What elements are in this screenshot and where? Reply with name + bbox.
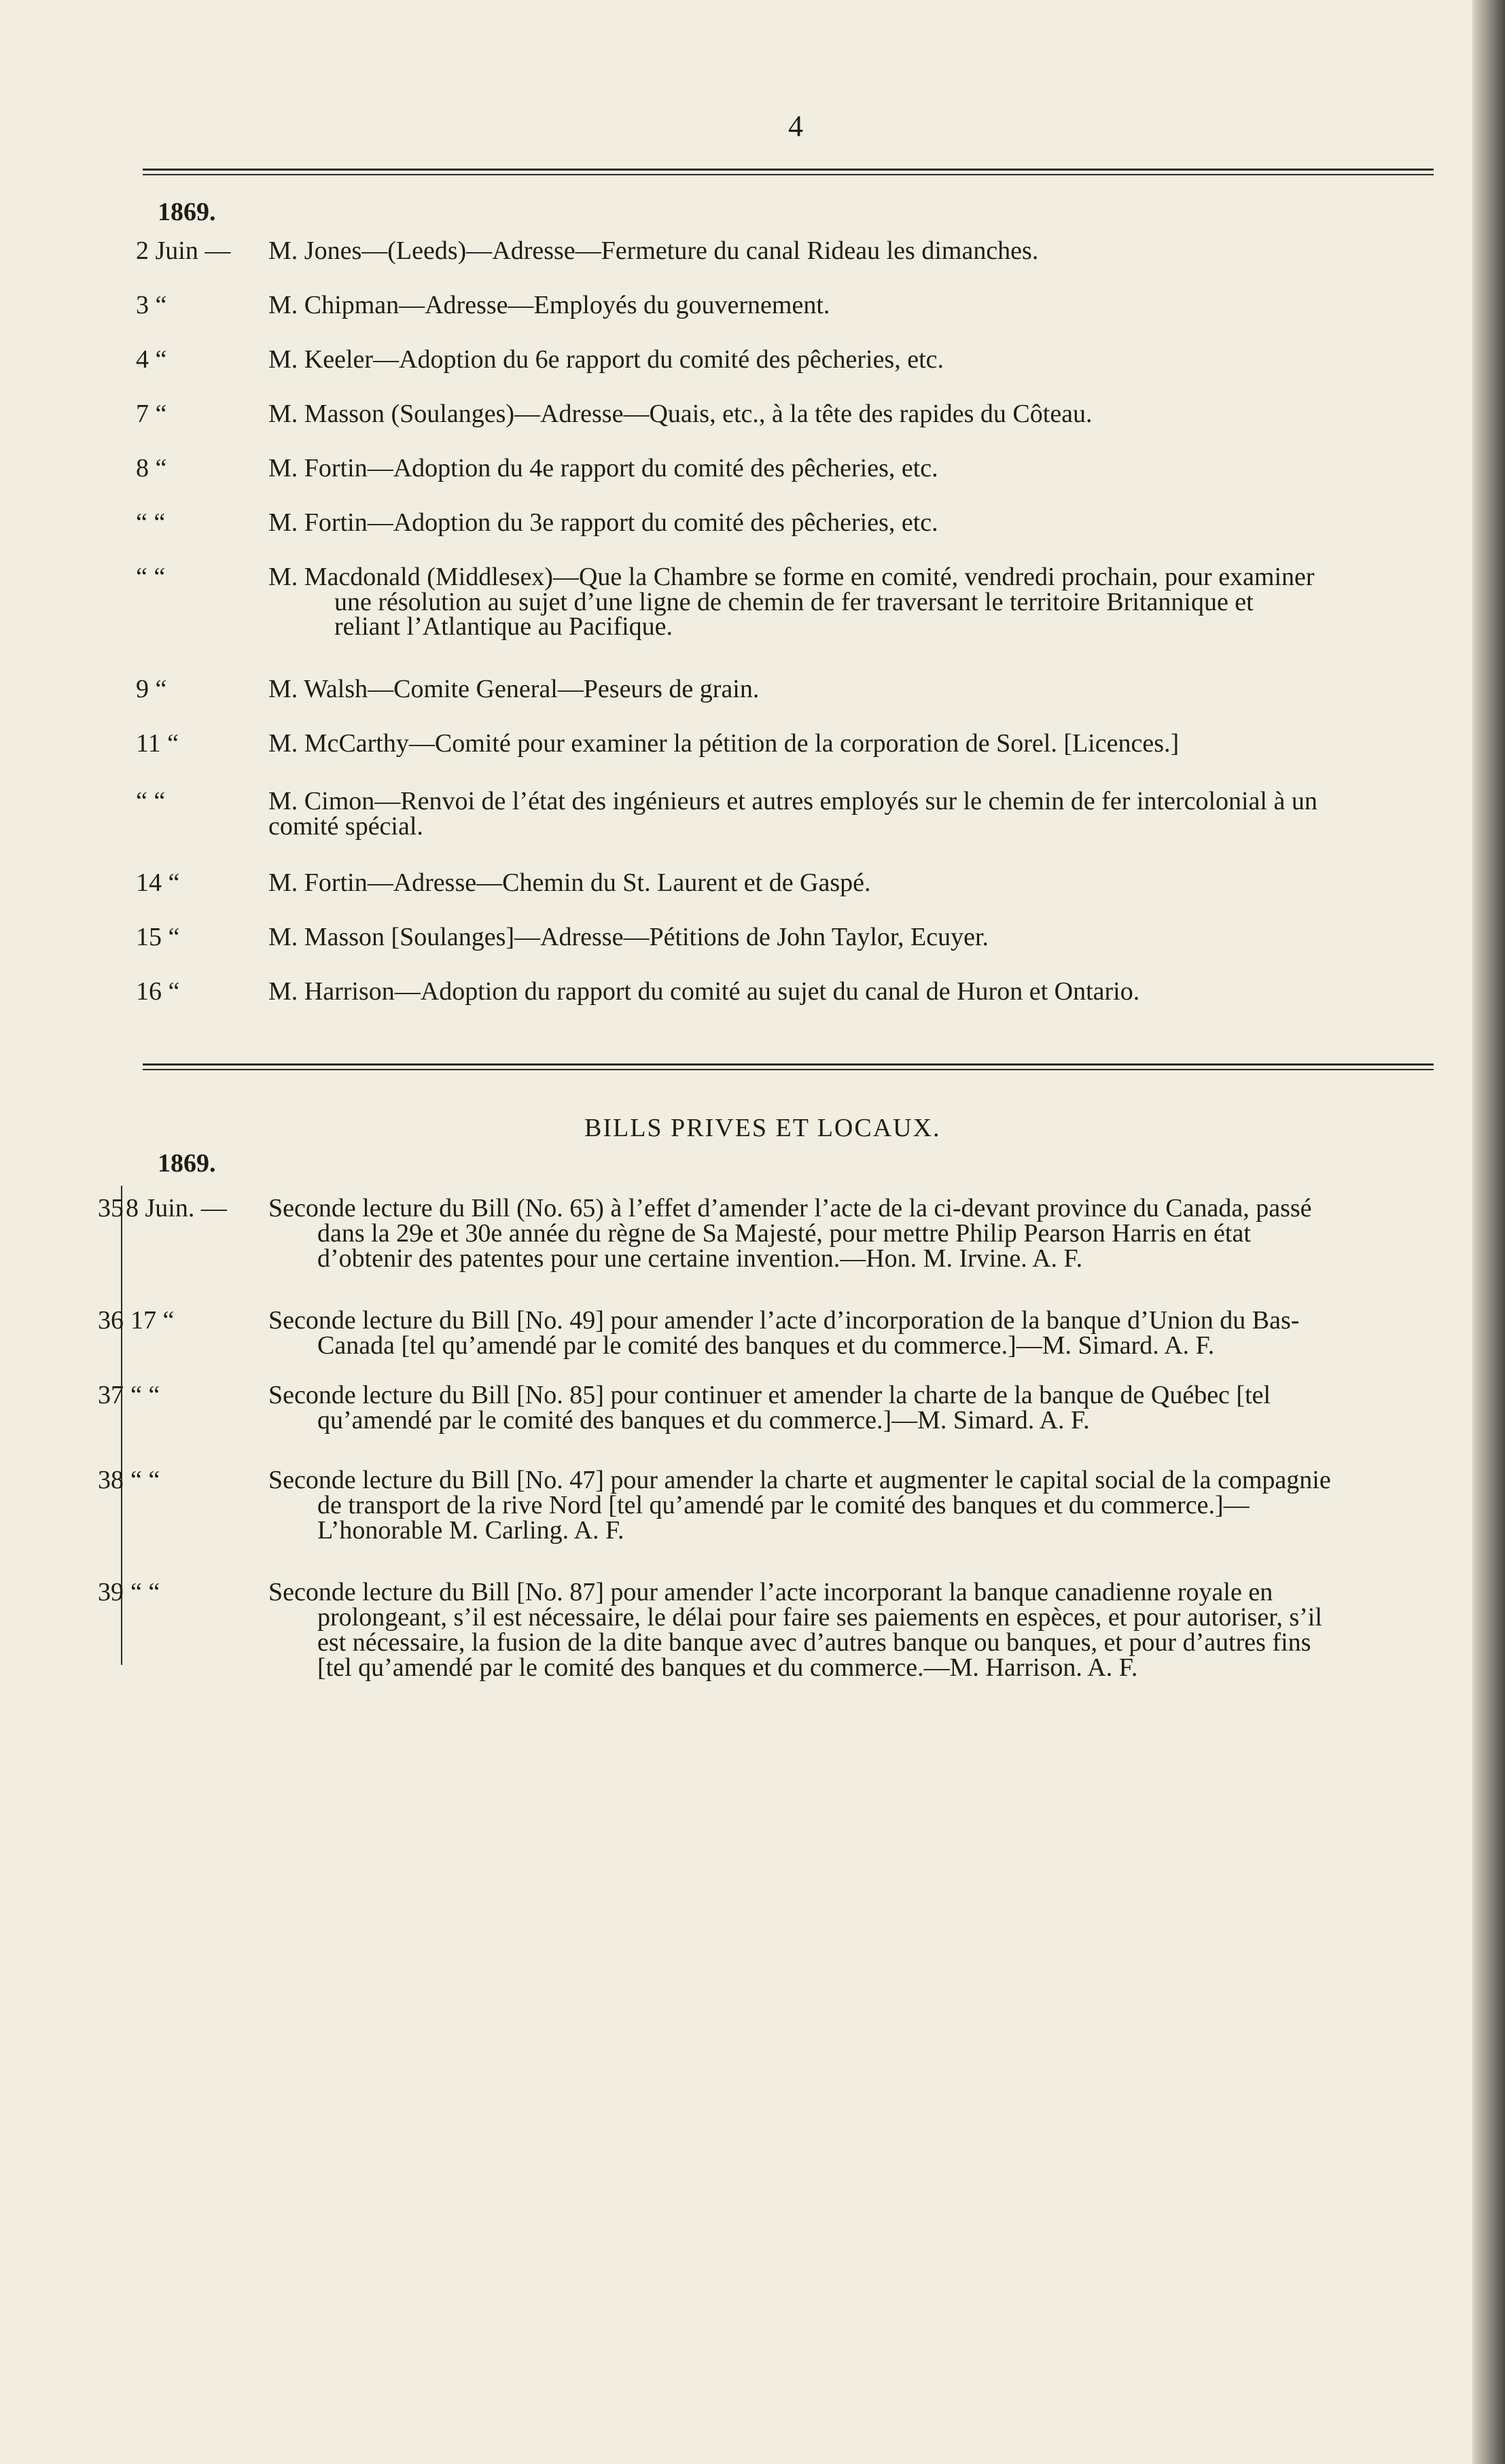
bill-text-line: Seconde lecture du Bill [No. 85] pour continuer et amender la charte de la banque de Québec [tel	[268, 1381, 1271, 1409]
bill-text-line: Seconde lecture du Bill [No. 49] pour amender l’acte d’incorporation de la banque d’Union du Bas-	[268, 1306, 1300, 1335]
motion-text-line: M. Cimon—Renvoi de l’état des ingénieurs et autres employés sur le chemin de fer intercolonial à un	[268, 787, 1317, 815]
motion-text-line: M. Masson (Soulanges)—Adresse—Quais, etc., à la tête des rapides du Côteau.	[268, 400, 1093, 428]
motion-text	[268, 455, 1505, 481]
bill-text-line: dans la 29e et 30e année du règne de Sa Majesté, pour mettre Philip Pearson Harris en état	[317, 1219, 1251, 1248]
middle-double-rule	[143, 1063, 1434, 1070]
motion-text	[268, 347, 1505, 372]
motion-text-line: M. Keeler—Adoption du 6e rapport du comité des pêcheries, etc.	[268, 345, 944, 374]
motion-text-line: M. Macdonald (Middlesex)—Que la Chambre se forme en comité, vendredi prochain, pour examiner	[268, 563, 1315, 591]
bill-text-line: L’honorable M. Carling. A. F.	[317, 1516, 624, 1545]
bill-date: “ “	[130, 1466, 160, 1494]
section2-year: 1869.	[158, 1149, 216, 1178]
motion-date: 8 “	[136, 454, 167, 482]
motion-text	[268, 564, 1505, 639]
bill-date: “ “	[130, 1578, 160, 1606]
top-double-rule	[143, 169, 1434, 175]
page-number: 4	[788, 109, 803, 143]
bill-text-line: Seconde lecture du Bill [No. 87] pour amender l’acte incorporant la banque canadienne royale en	[268, 1578, 1273, 1606]
motion-date: 2 Juin —	[136, 236, 231, 265]
motion-text-line: M. Masson [Soulanges]—Adresse—Pétitions de John Taylor, Ecuyer.	[268, 923, 989, 951]
bill-text	[268, 1196, 1505, 1271]
motion-text-line: M. Jones—(Leeds)—Adresse—Fermeture du canal Rideau les dimanches.	[268, 236, 1039, 265]
motion-text-line: M. Walsh—Comite General—Peseurs de grain.	[268, 675, 760, 703]
motion-date: “ “	[136, 563, 166, 591]
bill-text	[268, 1468, 1505, 1543]
bill-text	[268, 1580, 1505, 1680]
motion-text-line: reliant l’Atlantique au Pacifique.	[334, 612, 673, 641]
motion-text	[268, 870, 1505, 896]
bill-number: 38	[98, 1466, 124, 1494]
bill-date: 17 “	[130, 1306, 175, 1335]
bill-number: 35	[98, 1194, 124, 1222]
motion-text-line: M. McCarthy—Comité pour examiner la pétition de la corporation de Sorel. [Licences.]	[268, 729, 1180, 758]
bill-text-line: prolongeant, s’il est nécessaire, le délai pour faire ses paiements en espèces, et pour autoriser, s’il	[317, 1603, 1322, 1632]
section-title-bills: BILLS PRIVES ET LOCAUX.	[584, 1114, 941, 1142]
motion-text-line: une résolution au sujet d’une ligne de chemin de fer traversant le territoire Britannique et	[334, 588, 1254, 616]
bill-number: 39	[98, 1578, 124, 1606]
motion-date: 16 “	[136, 977, 180, 1006]
motion-text-line: M. Fortin—Adresse—Chemin du St. Laurent et de Gaspé.	[268, 868, 871, 897]
bill-number: 36	[98, 1306, 124, 1335]
motion-date: 3 “	[136, 291, 167, 319]
motion-text	[268, 292, 1505, 318]
bill-text-line: de transport de la rive Nord [tel qu’amendé par le comité des banques et du commerce.]—	[317, 1491, 1250, 1519]
motion-text	[268, 238, 1505, 264]
bill-text-line: est nécessaire, la fusion de la dite banque avec d’autres banque ou banques, et pour d’autres fins	[317, 1628, 1311, 1657]
motion-date: 9 “	[136, 675, 167, 703]
bill-date: 8 Juin. —	[126, 1194, 227, 1222]
motion-date: 4 “	[136, 345, 167, 374]
bill-text-line: Seconde lecture du Bill (No. 65) à l’effet d’amender l’acte de la ci-devant province du Canada, passé	[268, 1194, 1312, 1222]
motion-date: “ “	[136, 508, 166, 537]
motion-date: 11 “	[136, 729, 179, 758]
motion-text-line: M. Harrison—Adoption du rapport du comité au sujet du canal de Huron et Ontario.	[268, 977, 1140, 1006]
motion-text	[268, 510, 1505, 535]
bill-text-line: Seconde lecture du Bill [No. 47] pour amender la charte et augmenter le capital social de la compagnie	[268, 1466, 1331, 1494]
motion-text-line: M. Chipman—Adresse—Employés du gouvernement.	[268, 291, 830, 319]
motion-text	[268, 401, 1505, 427]
bill-text-line: qu’amendé par le comité des banques et du commerce.]—M. Simard. A. F.	[317, 1406, 1090, 1435]
motion-text-line: M. Fortin—Adoption du 3e rapport du comité des pêcheries, etc.	[268, 508, 938, 537]
motion-date: 7 “	[136, 400, 167, 428]
motion-text-line: M. Fortin—Adoption du 4e rapport du comité des pêcheries, etc.	[268, 454, 938, 482]
motion-text	[268, 788, 1505, 839]
section1-year: 1869.	[158, 198, 216, 226]
motion-text	[268, 924, 1505, 950]
bill-text-line: Canada [tel qu’amendé par le comité des banques et du commerce.]—M. Simard. A. F.	[317, 1331, 1215, 1360]
bill-text	[268, 1383, 1505, 1433]
bill-number: 37	[98, 1381, 124, 1409]
bill-text	[268, 1308, 1505, 1358]
motion-date: 15 “	[136, 923, 180, 951]
bill-date: “ “	[130, 1381, 160, 1409]
motion-text	[268, 731, 1505, 756]
motion-date: “ “	[136, 787, 166, 815]
bill-text-line: [tel qu’amendé par le comité des banques et du commerce.—M. Harrison. A. F.	[317, 1653, 1138, 1682]
motion-text	[268, 676, 1505, 702]
motion-text	[268, 979, 1505, 1004]
motion-date: 14 “	[136, 868, 180, 897]
bill-text-line: d’obtenir des patentes pour une certaine invention.—Hon. M. Irvine. A. F.	[317, 1244, 1083, 1273]
motion-text-line: comité spécial.	[268, 812, 423, 841]
